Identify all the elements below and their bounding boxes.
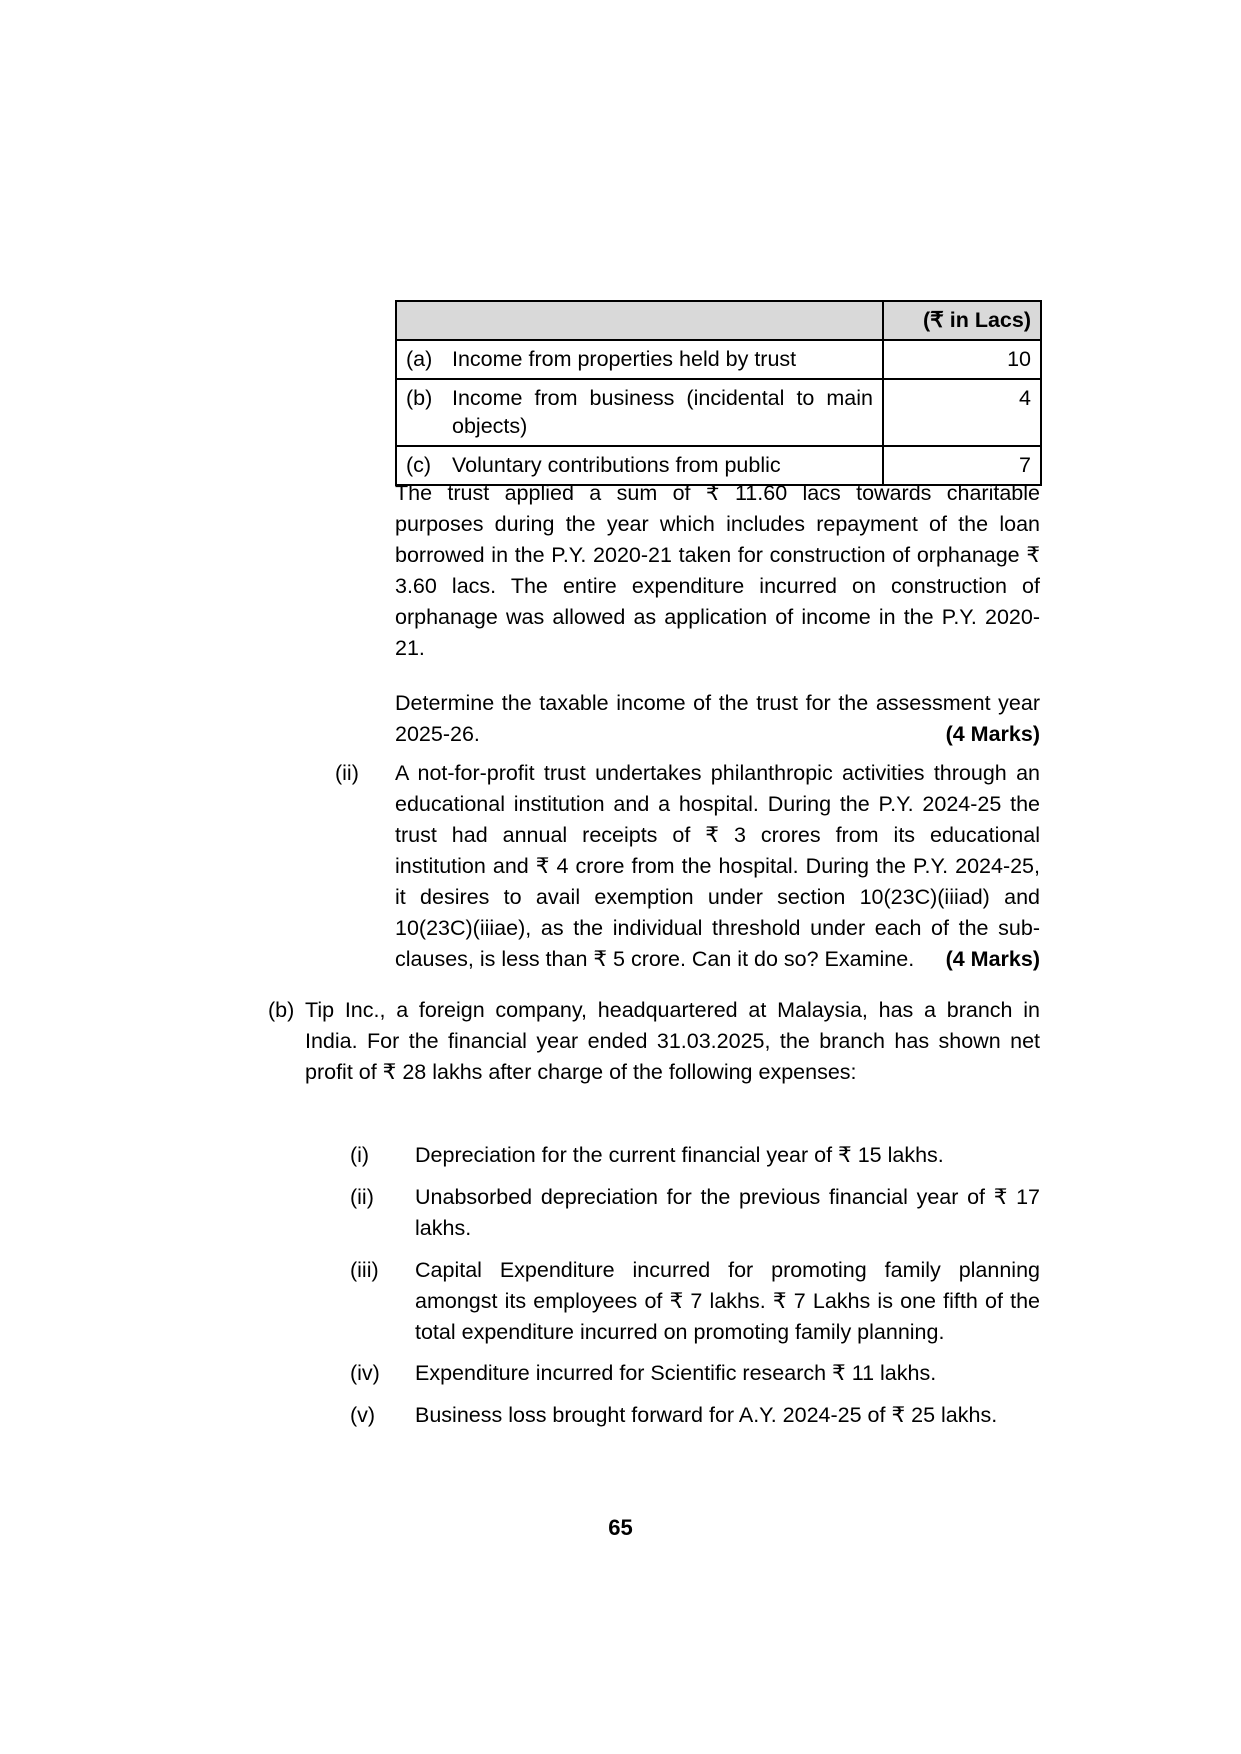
income-table bbox=[395, 300, 1042, 486]
marks-label: (4 Marks) bbox=[945, 722, 1040, 746]
row-text: Income from business (incidental to main objects) bbox=[452, 386, 873, 438]
expense-item-label: (iii) bbox=[350, 1258, 379, 1282]
question-b-intro: Tip Inc., a foreign company, headquartered at Malaysia, has a branch in India. For the financial year ended 31.03.2025, the branch has shown net profit of ₹ 28 lakhs after charge of the following expenses: bbox=[305, 998, 1040, 1084]
row-text: Income from properties held by trust bbox=[452, 347, 797, 371]
expense-item-label: (ii) bbox=[350, 1185, 374, 1209]
expense-item-text: Depreciation for the current financial year of ₹ 15 lakhs. bbox=[415, 1143, 944, 1167]
row-text: Voluntary contributions from public bbox=[452, 453, 781, 477]
table-row bbox=[396, 340, 1041, 379]
question-b-label: (b) bbox=[268, 998, 295, 1022]
question-b bbox=[268, 995, 1040, 1088]
row-label: (b) bbox=[406, 386, 433, 410]
sub-question-ii bbox=[335, 758, 1040, 975]
expense-item-text: Capital Expenditure incurred for promoting family planning amongst its employees of ₹ 7 lakhs. ₹ 7 Lakhs is one fifth of the total expenditure incurred on promoting family planning. bbox=[415, 1258, 1040, 1344]
expense-item-text: Expenditure incurred for Scientific research ₹ 11 lakhs. bbox=[415, 1361, 937, 1385]
expense-item bbox=[350, 1182, 1040, 1244]
row-value: 10 bbox=[883, 340, 1041, 379]
expense-item-label: (i) bbox=[350, 1143, 370, 1167]
table-row bbox=[396, 379, 1041, 446]
determine-question-text: Determine the taxable income of the trust for the assessment year 2025-26. bbox=[395, 691, 1040, 746]
expense-item-text: Business loss brought forward for A.Y. 2024-25 of ₹ 25 lakhs. bbox=[415, 1403, 998, 1427]
marks-label: (4 Marks) bbox=[945, 947, 1040, 971]
expense-item bbox=[350, 1400, 1040, 1431]
expense-item-label: (iv) bbox=[350, 1361, 380, 1385]
row-value: 7 bbox=[883, 446, 1041, 485]
trust-application-paragraph: The trust applied a sum of ₹ 11.60 lacs towards charitable purposes during the year which includes repayment of the loan borrowed in the P.Y. 2020-21 taken for construction of orphanage ₹ 3.60 lacs. The entire expenditure incurred on construction of orphanage was allowed as application of income in the P.Y. 2020-21. bbox=[395, 481, 1040, 660]
table-header-row bbox=[396, 301, 1041, 340]
sub-question-ii-text: A not-for-profit trust undertakes philanthropic activities through an educational institution and a hospital. During the P.Y. 2024-25 the trust had annual receipts of ₹ 3 crores from its educational institution and ₹ 4 crore from the hospital. During the P.Y. 2024-25, it desires to avail exemption under section 10(23C)(iiiad) and 10(23C)(iiiae), as the individual threshold under each of the sub-clauses, is less than ₹ 5 crore. Can it do so? Examine. bbox=[395, 761, 1040, 971]
expense-item-text: Unabsorbed depreciation for the previous financial year of ₹ 17 lakhs. bbox=[415, 1185, 1040, 1240]
sub-question-ii-body bbox=[395, 758, 1040, 975]
sub-question-ii-label: (ii) bbox=[335, 761, 359, 785]
table-header-empty bbox=[396, 301, 883, 340]
row-label: (c) bbox=[406, 453, 432, 477]
page-number: 65 bbox=[608, 1515, 633, 1540]
expense-item bbox=[350, 1255, 1040, 1348]
determine-question bbox=[395, 688, 1040, 750]
row-label: (a) bbox=[406, 347, 433, 371]
table-header-amount: (₹ in Lacs) bbox=[883, 301, 1041, 340]
expense-item bbox=[350, 1140, 1040, 1171]
expense-item-label: (v) bbox=[350, 1403, 376, 1427]
row-value: 4 bbox=[883, 379, 1041, 446]
expense-item bbox=[350, 1358, 1040, 1389]
